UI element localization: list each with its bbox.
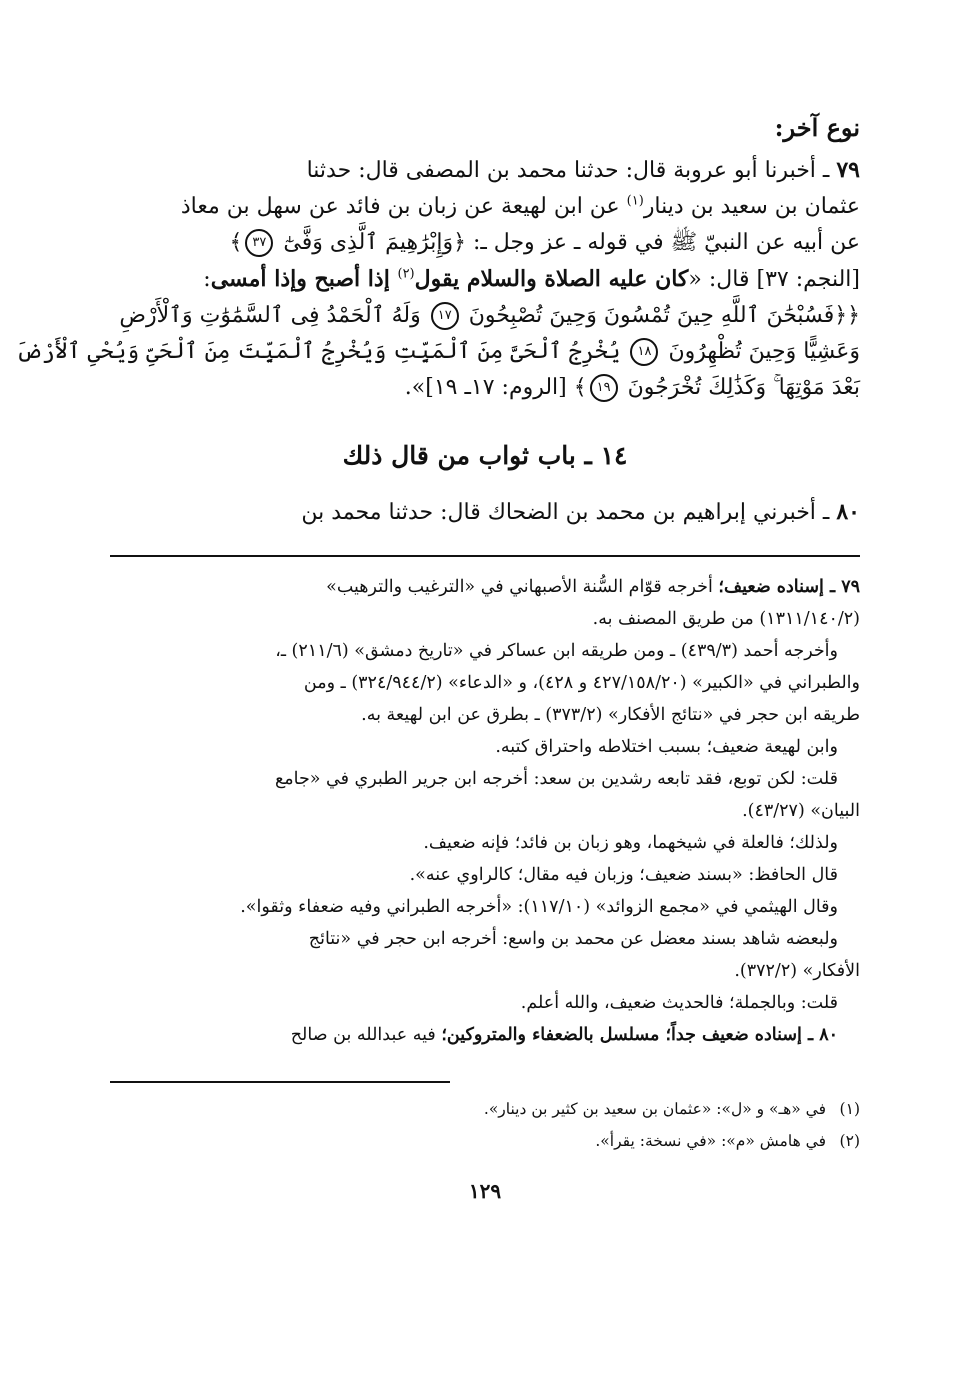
footnote-ref[interactable]: (١)	[626, 193, 644, 209]
main-text	[16, 110, 860, 531]
hadith-79-line-4: [النجم: ٣٧] قال: «كان عليه الصلاة والسلام يقول$^{(٢)}$ إذا أصبح وإذا أمسى:	[203, 266, 860, 292]
commentary: ٧٩ ـ إسناده ضعيف؛ أخرجه قوّام السُّنة الأصبهاني في «الترغيب والترهيب» (١٣١١/١٤٠/٢) من طريق المصنف به. وأخرجه أحمد (٤٣٩/٣) ـ ومن طريقه ابن عساكر في «تاريخ دمشق» (٢١١/٦) ـ، والطبراني في «الكبير» (٤٢٧/١٥٨/٢٠ و ٤٢٨)، و «الدعاء» (٣٢٤/٩٤٤/٢) ـ ومن طريقه ابن حجر في «نتائج الأفكار» (٣٧٣/٢) ـ بطرق عن ابن لهيعة به. وابن لهيعة ضعيف؛ بسبب اختلاطه واحتراق كتبه. قلت: لكن توبع، فقد تابعه رشدين بن سعد: أخرجه ابن جرير الطبري في «جامع البيان» (٤٣/٢٧). ولذلك؛ فالعلة في شيخهما، وهو زبان بن فائد؛ فإنه ضعيف. قال الحافظ: «بسند ضعيف؛ وزبان فيه مقال؛ كالراوي عنه». وقال الهيثمي في «مجمع الزوائد» (١١٧/١٠): «أخرجه الطبراني وفيه ضعفاء وثقوا». ولبعضه شاهد بسند معضل عن محمد بن واسع: أخرجه ابن حجر في «نتائج الأفكار» (٣٧٢/٢). قلت: وبالجملة؛ فالحديث ضعيف، والله أعلم. ٨٠ ـ إسناده ضعيف جداً؛ مسلسل بالضعفاء والمتروكين؛ فيه عبدالله بن صالح	[240, 577, 860, 1045]
chapter-title: ١٤ ـ باب ثواب من قال ذلك	[342, 441, 628, 470]
section-heading: نوع آخر:	[774, 113, 860, 142]
quran-line-2: وَعَشِيًّا وَحِينَ تُظْهِرُونَ ١٨ يُخْرِجُ ٱلْحَىَّ مِنَ ٱلْمَيِّتِ وَيُخْرِجُ ٱلْمَيِّتَ مِنَ ٱلْحَىِّ وَيُحْىِ ٱلْأَرْضَ	[16, 339, 860, 364]
footnote-divider	[110, 1081, 450, 1083]
hadith-79-line-1: ٧٩ ـ أخبرنا أبو عروبة قال: حدثنا محمد بن المصفى قال: حدثنا	[306, 157, 860, 183]
page-number: ١٢٩	[468, 1179, 502, 1203]
ayah-marker: ٣٧	[245, 229, 273, 257]
footnote-2: (٢)في هامش «م»: «في نسخة: يقرأ».	[595, 1132, 860, 1150]
notes-divider	[110, 555, 860, 557]
footnote-1: (١)في «هـ» و «ل»: «عثمان بن سعيد بن كثير بن دينار».	[483, 1100, 860, 1118]
hadith-79-line-3: عن أبيه عن النبيّ ﷺ في قوله ـ عز وجل ـ: ﴿وَإِبْرَٰهِيمَ ٱلَّذِى وَفَّىٰٓ ٣٧﴾	[229, 230, 860, 255]
footnote-ref[interactable]: (٢)	[397, 266, 415, 282]
ayah-marker: ١٩	[590, 374, 618, 402]
book-page	[16, 110, 860, 1360]
footnotes	[110, 1093, 860, 1157]
ayah-marker: ١٨	[630, 338, 658, 366]
hadith-number: ٨٠	[836, 499, 860, 525]
hadith-number: ٧٩	[836, 157, 860, 183]
quran-line-1: ﴿﴿فَسُبْحَٰنَ ٱللَّهِ حِينَ تُمْسُونَ وَحِينَ تُصْبِحُونَ ١٧ وَلَهُ ٱلْحَمْدُ فِى ٱلسَّمَٰوَٰتِ وَٱلْأَرْضِ	[119, 303, 860, 328]
quran-line-3: بَعْدَ مَوْتِهَا ۚ وَكَذَٰلِكَ تُخْرَجُونَ ١٩﴾ [الروم: ١٧ـ ١٩]».	[404, 375, 860, 400]
hadith-79-line-2: عثمان بن سعيد بن دينار$^{(١)}$ عن ابن لهيعة عن زبان بن فائد عن سهل بن معاذ	[180, 193, 860, 219]
ayah-marker: ١٧	[431, 302, 459, 330]
hadith-80-line-1: ٨٠ ـ أخبرني إبراهيم بن محمد بن الضحاك قال: حدثنا محمد بن	[301, 499, 860, 525]
